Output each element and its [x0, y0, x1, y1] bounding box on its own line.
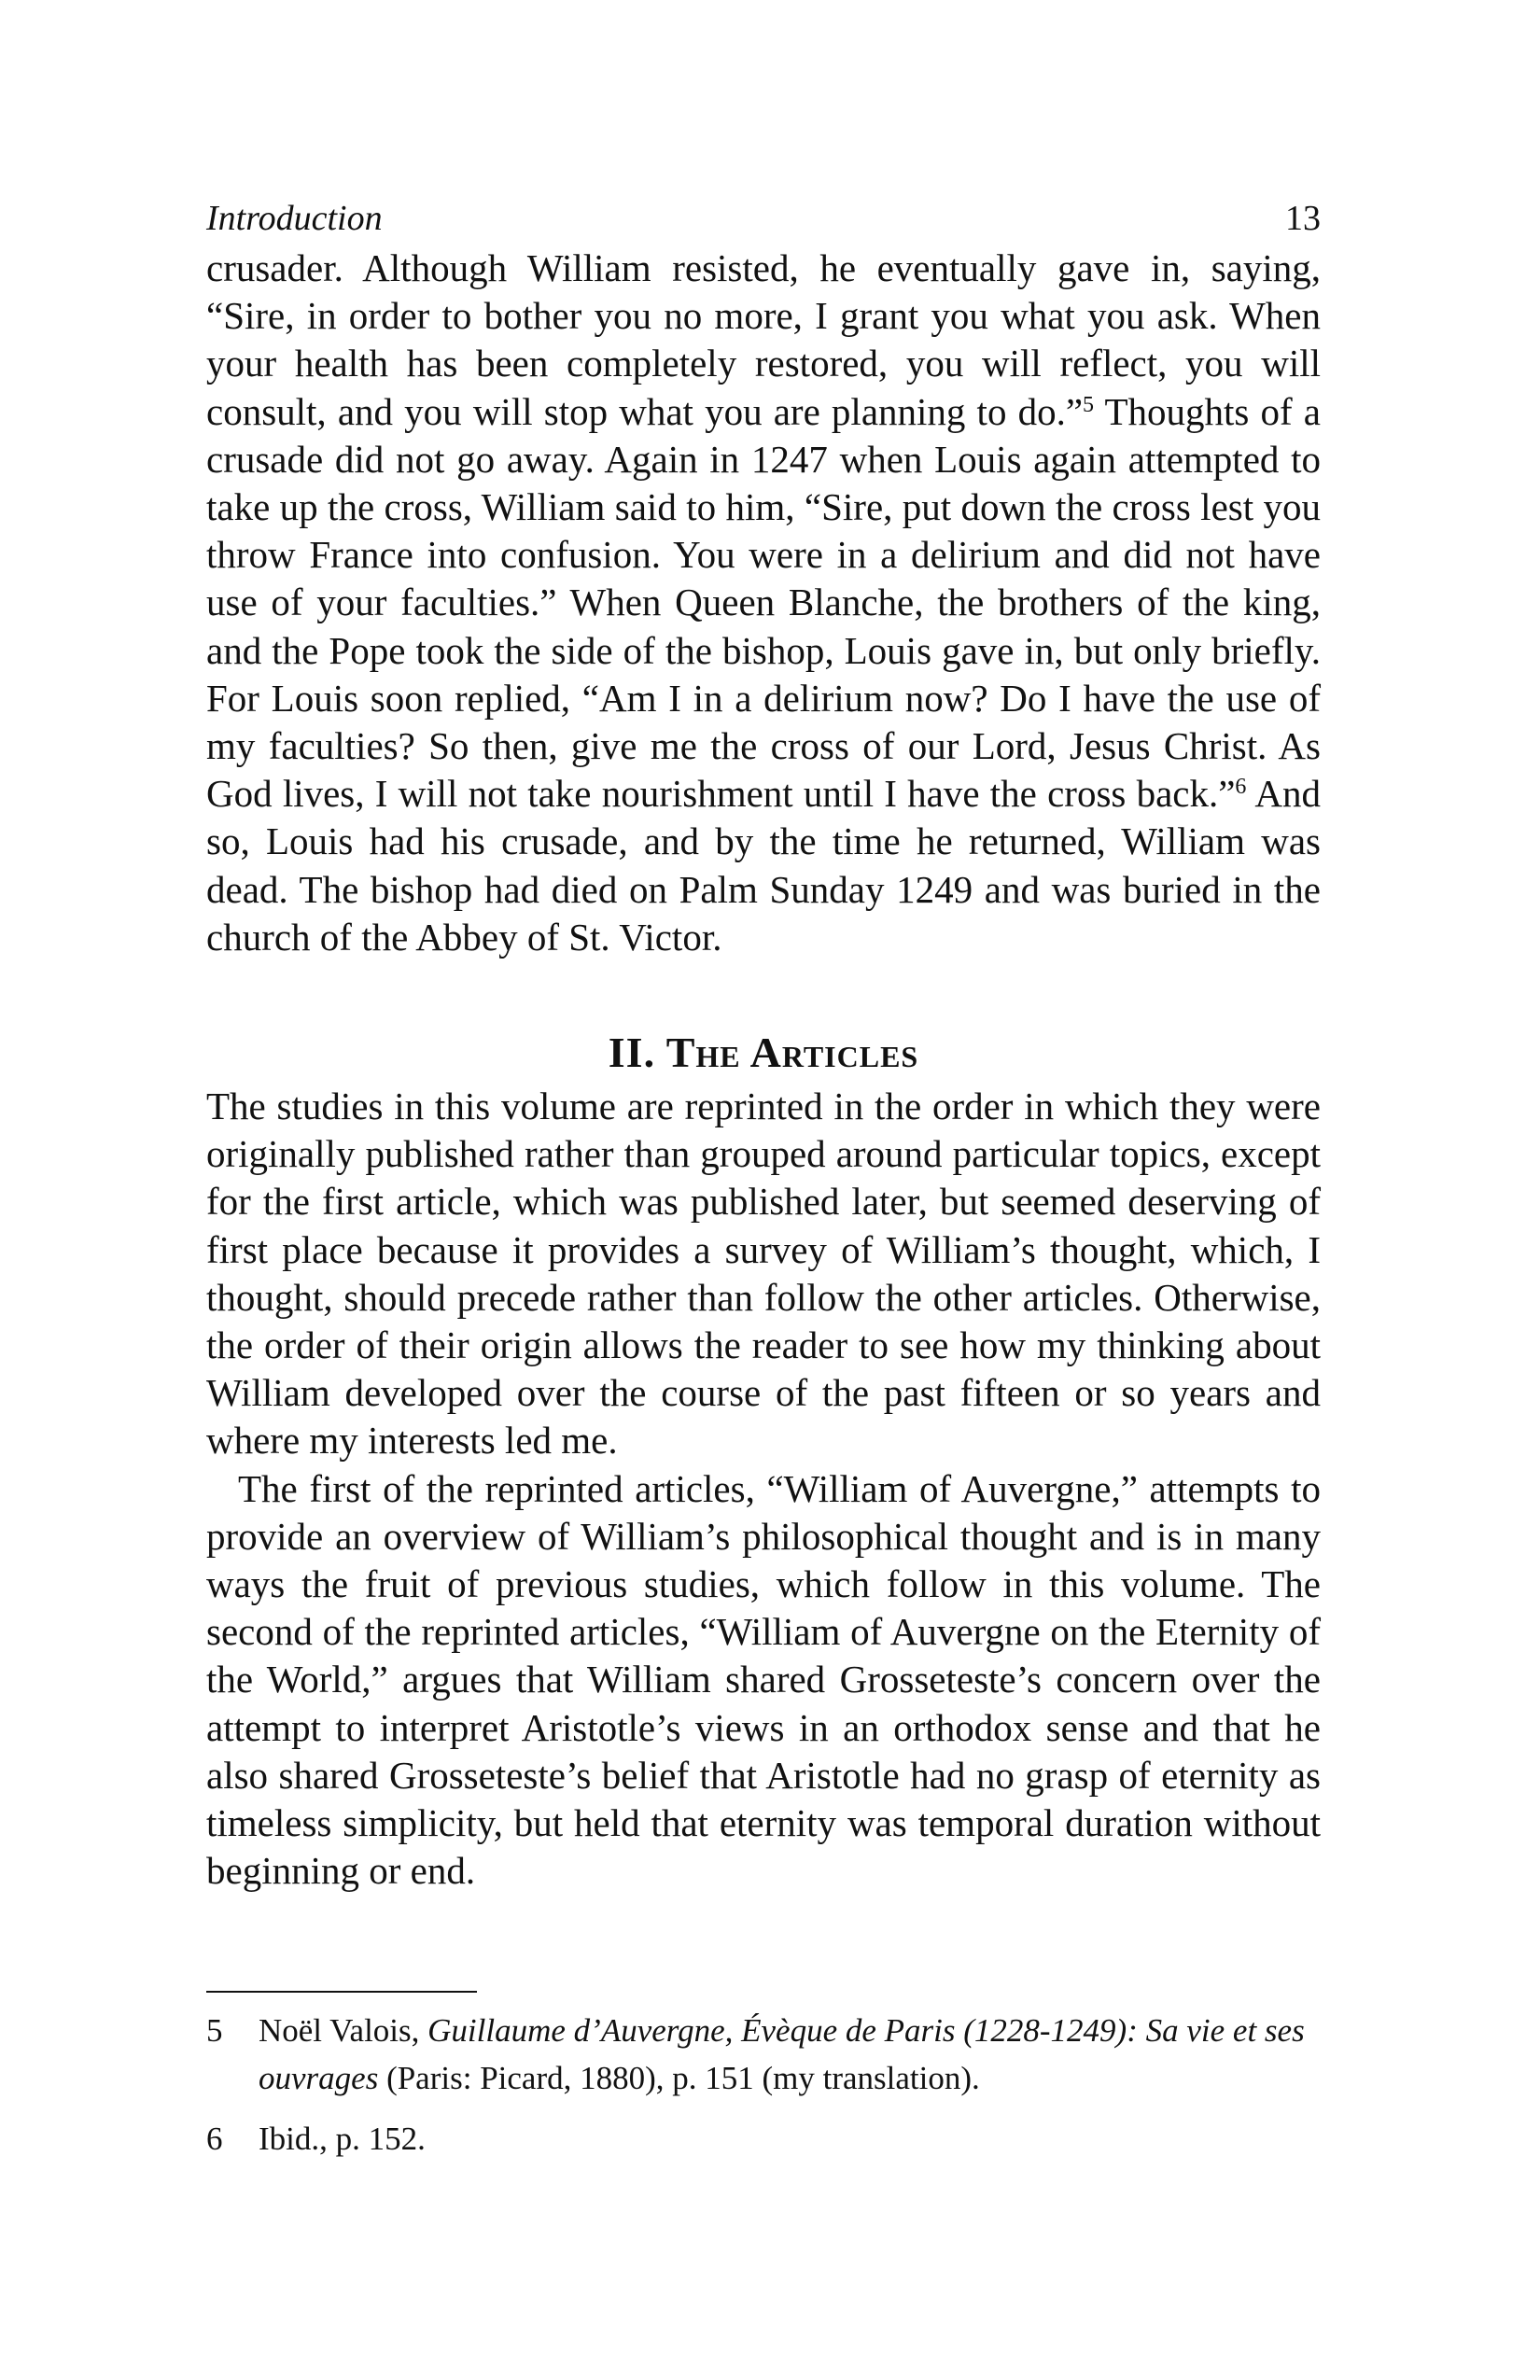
running-head	[206, 198, 1321, 239]
footnote-number: 5	[206, 2012, 223, 2049]
paragraph-crusade	[206, 245, 1321, 961]
body-text	[206, 245, 1321, 1896]
book-page	[206, 0, 1321, 2380]
footnotes	[206, 2007, 1321, 2176]
footnote-number: 6	[206, 2121, 223, 2157]
footnote-6	[206, 2115, 1321, 2163]
footnote-ref-6: 6	[1235, 775, 1247, 800]
section-heading: II. The Articles	[608, 1029, 919, 1077]
footnote-text: Ibid., p. 152.	[259, 2121, 426, 2157]
paragraph-first-article: The first of the reprinted articles, “William of Auvergne,” attempts to provide an overview of William’s philosophical thought and is in many ways the fruit of previous studies, which follow in this volume. The second of the reprinted articles, “William of Auvergne on the Eternity of the World,” argues that William shared Grosseteste’s concern over the attempt to interpret Aristotle’s views in an orthodox sense and that he also shared Grosseteste’s belief that Aristotle had no grasp of eternity as timeless simplicity, but held that eternity was temporal duration without beginning or end.	[206, 1466, 1321, 1893]
footnote-author: Noël Valois,	[259, 2012, 428, 2049]
paragraph-text: Thoughts of a crusade did not go away. Again in 1247 when Louis again attempted to take up the cross, William said to him, “Sire, put down the cross lest you throw France into confusion. You were in a delirium and did not have use of your faculties.” When Queen Blanche, the brothers of the king, and the Pope took the side of the bishop, Louis gave in, but only briefly. For Louis soon replied, “Am I in a delirium now? Do I have the use of my faculties? So then, give me the cross of our Lord, Jesus Christ. As God lives, I will not take nourishment until I have the cross back.”	[206, 389, 1321, 816]
running-title: Introduction	[206, 199, 383, 238]
footnote-citation: (Paris: Picard, 1880), p. 151 (my translation).	[378, 2060, 980, 2096]
page-number: 13	[1285, 199, 1321, 238]
footnote-5	[206, 2007, 1321, 2102]
footnote-text	[259, 2007, 1321, 2102]
paragraph-text: And so, Louis had his crusade, and by the time he returned, William was dead. The bishop had died on Palm Sunday 1249 and was buried in the church of the Abbey of St. Victor.	[206, 772, 1321, 959]
footnote-rule	[206, 1991, 477, 1993]
paragraph-studies: The studies in this volume are reprinted in the order in which they were originally published rather than grouped around particular topics, except for the first article, which was published later, but seemed deserving of first place because it provides a survey of William’s thought, which, I thought, should precede rather than follow the other articles. Otherwise, the order of their origin allows the reader to see how my thinking about William developed over the course of the past fifteen or so years and where my interests led me.	[206, 1085, 1321, 1463]
paragraph-text: crusader. Although William resisted, he eventually gave in, saying, “Sire, in order to bother you no more, I grant you what you ask. When your health has been completely restored, you will reflect, you will consult, and you will stop what you are planning to do.”	[206, 246, 1321, 433]
footnote-ref-5: 5	[1083, 392, 1095, 417]
footnote-title: Guillaume d’Auvergne, Évèque de Paris (1228-1249): Sa vie et ses ouvrages	[259, 2012, 1305, 2096]
